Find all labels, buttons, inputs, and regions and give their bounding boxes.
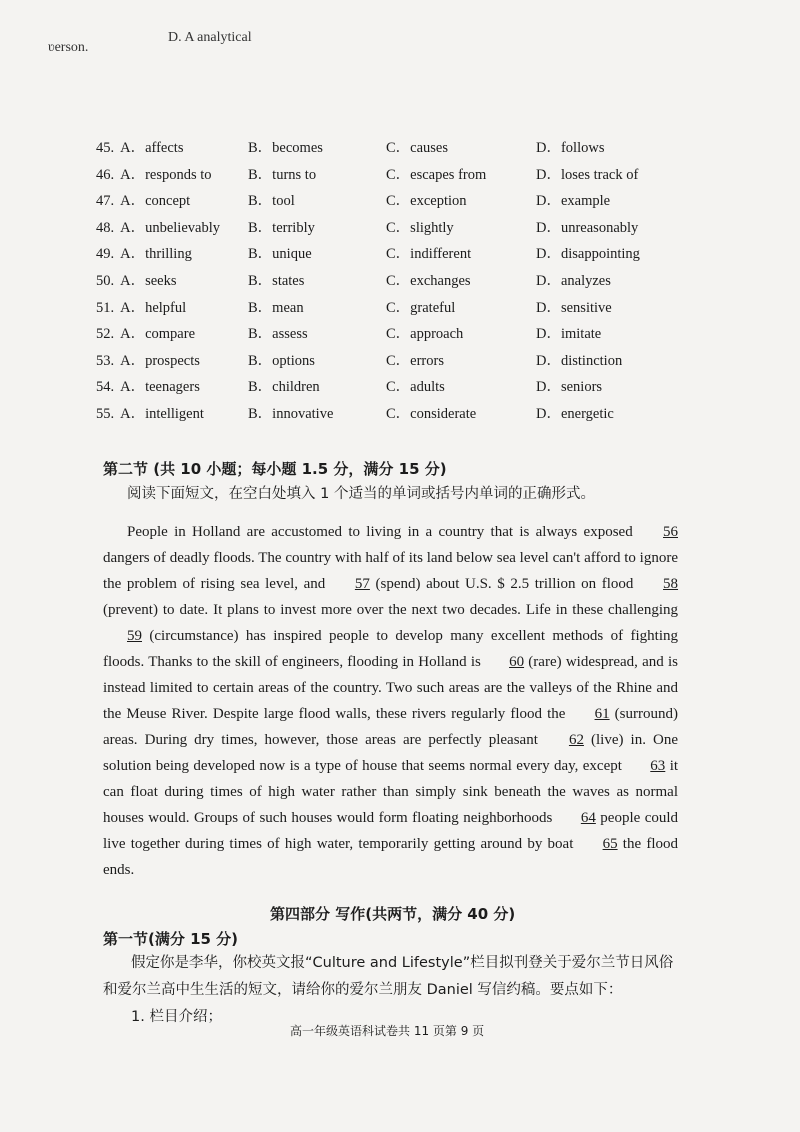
option-c: C．indifferent [386, 246, 472, 263]
blank-57: 57 [354, 576, 370, 592]
blank-60: 60 [509, 654, 525, 670]
question-number: 51. [96, 299, 115, 316]
option-c: C．escapes from [386, 166, 487, 183]
option-d: D．disappointing [536, 246, 640, 263]
option-c: C．exception [386, 193, 467, 210]
option-row [96, 136, 696, 163]
passage-text: it can float during times of high water rather than simply sink beneath the waves as normal houses would. Groups of such houses would form floating neighborhoods [103, 758, 679, 826]
question-number: 52. [96, 326, 115, 343]
option-row [96, 242, 696, 269]
option-row [96, 322, 696, 349]
option-a-text: A．prospects [120, 352, 200, 369]
option-a [96, 242, 192, 263]
passage-text: dangers of deadly floods. The country with half of its land below sea level can't afford to ignore the problem of rising sea level, and [103, 550, 678, 592]
option-b: B．options [248, 352, 315, 369]
option-a-text: A．compare [120, 326, 196, 343]
option-a-text: A．seeks [120, 272, 177, 289]
passage-text: (surround) areas. During dry times, however, those areas are perfectly pleasant [103, 706, 678, 748]
option-b: B．becomes [248, 140, 323, 156]
option-a [96, 375, 200, 396]
passage-text: (circumstance) has inspired people to develop many excellent methods of fighting floods. Thanks to the skill of engineers, flooding in Holland is [103, 628, 679, 670]
option-b: B．mean [248, 299, 304, 316]
option-b: B．turns to [248, 166, 317, 183]
option-a [96, 136, 183, 157]
passage-text: the flood ends. [103, 836, 678, 878]
option-a [96, 322, 195, 343]
option-a [96, 349, 200, 370]
option-c: C．errors [386, 352, 444, 369]
option-b: B．unique [248, 246, 312, 263]
option-row [96, 163, 696, 190]
option-row [96, 349, 696, 376]
option-b: B．assess [248, 326, 308, 343]
option-a [96, 402, 204, 423]
option-c: C．approach [386, 326, 464, 343]
cropped-text-center: D. A analytical [168, 30, 252, 45]
passage-text: (prevent) to date. It plans to invest more over the next two decades. Life in these challenging [103, 602, 678, 618]
cropped-text-left: ʋerson. [48, 40, 89, 55]
option-d: D．analyzes [536, 272, 611, 289]
blank-61: 61 [594, 706, 610, 722]
option-a-text: A．thrilling [120, 246, 192, 263]
option-row [96, 189, 696, 216]
option-d: D．energetic [536, 405, 614, 422]
option-d: D．unreasonably [536, 219, 639, 236]
option-d: D．loses track of [536, 166, 639, 183]
option-c: C．grateful [386, 299, 456, 316]
question-number: 47. [96, 193, 115, 210]
question-number: 45. [96, 140, 115, 156]
passage-text: (spend) about U.S. $ 2.5 trillion on flood [375, 576, 634, 592]
option-d: D．imitate [536, 326, 602, 343]
option-a [96, 216, 220, 237]
section2-title: 第二节 (共 10 小题；每小题 1.5 分，满分 15 分) [103, 460, 447, 478]
option-a-text: A．responds to [120, 166, 212, 183]
option-a [96, 269, 177, 290]
option-row [96, 375, 696, 402]
part4-title: 第四部分 写作(共两节，满分 40 分) [270, 905, 516, 923]
passage-text: people could live together during times of high water, temporarily getting around by boat [103, 810, 679, 852]
option-b: B．innovative [248, 405, 334, 422]
option-a-text: A．intelligent [120, 405, 204, 422]
blank-63: 63 [650, 758, 666, 774]
question-number: 54. [96, 379, 115, 396]
option-row [96, 216, 696, 243]
options-table [96, 136, 696, 429]
blank-59: 59 [127, 628, 142, 644]
question-number: 50. [96, 272, 115, 289]
blank-65: 65 [602, 836, 618, 852]
option-row [96, 402, 696, 429]
option-a-text: A．affects [120, 140, 184, 156]
cloze-passage [103, 519, 678, 883]
question-number: 46. [96, 166, 115, 183]
option-b: B．children [248, 379, 320, 396]
option-d: D．seniors [536, 379, 603, 396]
passage-text: (rare) widespread, and is instead limited to certain areas of the country. Two such areas are the valleys of the Rhine and the Meuse River. Despite large flood walls, these rivers regularly flood the [103, 654, 679, 722]
option-d: D．example [536, 193, 611, 210]
option-d: D．follows [536, 140, 605, 156]
blank-64: 64 [580, 810, 596, 826]
blank-58: 58 [663, 576, 679, 592]
page-footer: 高一年级英语科试卷共 11 页第 9 页 [290, 1024, 485, 1038]
writing-point-1: 1. 栏目介绍； [131, 1009, 222, 1025]
blank-56: 56 [663, 524, 678, 540]
question-number: 53. [96, 352, 115, 369]
writing-prompt-text: 假定你是李华，你校英文报“Culture and Lifestyle”栏目拟刊登关于爱尔兰节日风俗和爱尔兰高中生生活的短文，请给你的爱尔兰朋友 Daniel 写信约稿。要点如下： [103, 955, 674, 998]
option-d: D．distinction [536, 352, 623, 369]
option-b: B．states [248, 272, 305, 289]
question-number: 48. [96, 219, 115, 236]
section2-instruction: 阅读下面短文，在空白处填入 1 个适当的单词或括号内单词的正确形式。 [127, 486, 595, 502]
blank-62: 62 [568, 732, 584, 748]
option-a [96, 163, 212, 184]
option-a-text: A．unbelievably [120, 219, 220, 236]
option-b: B．terribly [248, 219, 315, 236]
option-row [96, 269, 696, 296]
option-d: D．sensitive [536, 299, 612, 316]
option-a-text: A．teenagers [120, 379, 200, 396]
option-c: C．adults [386, 379, 445, 396]
question-number: 49. [96, 246, 115, 263]
writing-prompt [103, 950, 683, 1031]
option-a [96, 296, 186, 317]
writing-section1-title: 第一节(满分 15 分) [103, 930, 239, 948]
question-number: 55. [96, 405, 115, 422]
passage-text: People in Holland are accustomed to living in a country that is always exposed [127, 524, 633, 540]
option-a-text: A．helpful [120, 299, 187, 316]
option-a-text: A．concept [120, 193, 191, 210]
option-c: C．causes [386, 140, 449, 156]
option-c: C．exchanges [386, 272, 471, 289]
option-a [96, 189, 190, 210]
option-b: B．tool [248, 193, 295, 210]
option-c: C．slightly [386, 219, 454, 236]
option-row [96, 296, 696, 323]
option-c: C．considerate [386, 405, 477, 422]
passage-text: (live) in. One solution being developed now is a type of house that seems normal every day, except [103, 732, 679, 774]
